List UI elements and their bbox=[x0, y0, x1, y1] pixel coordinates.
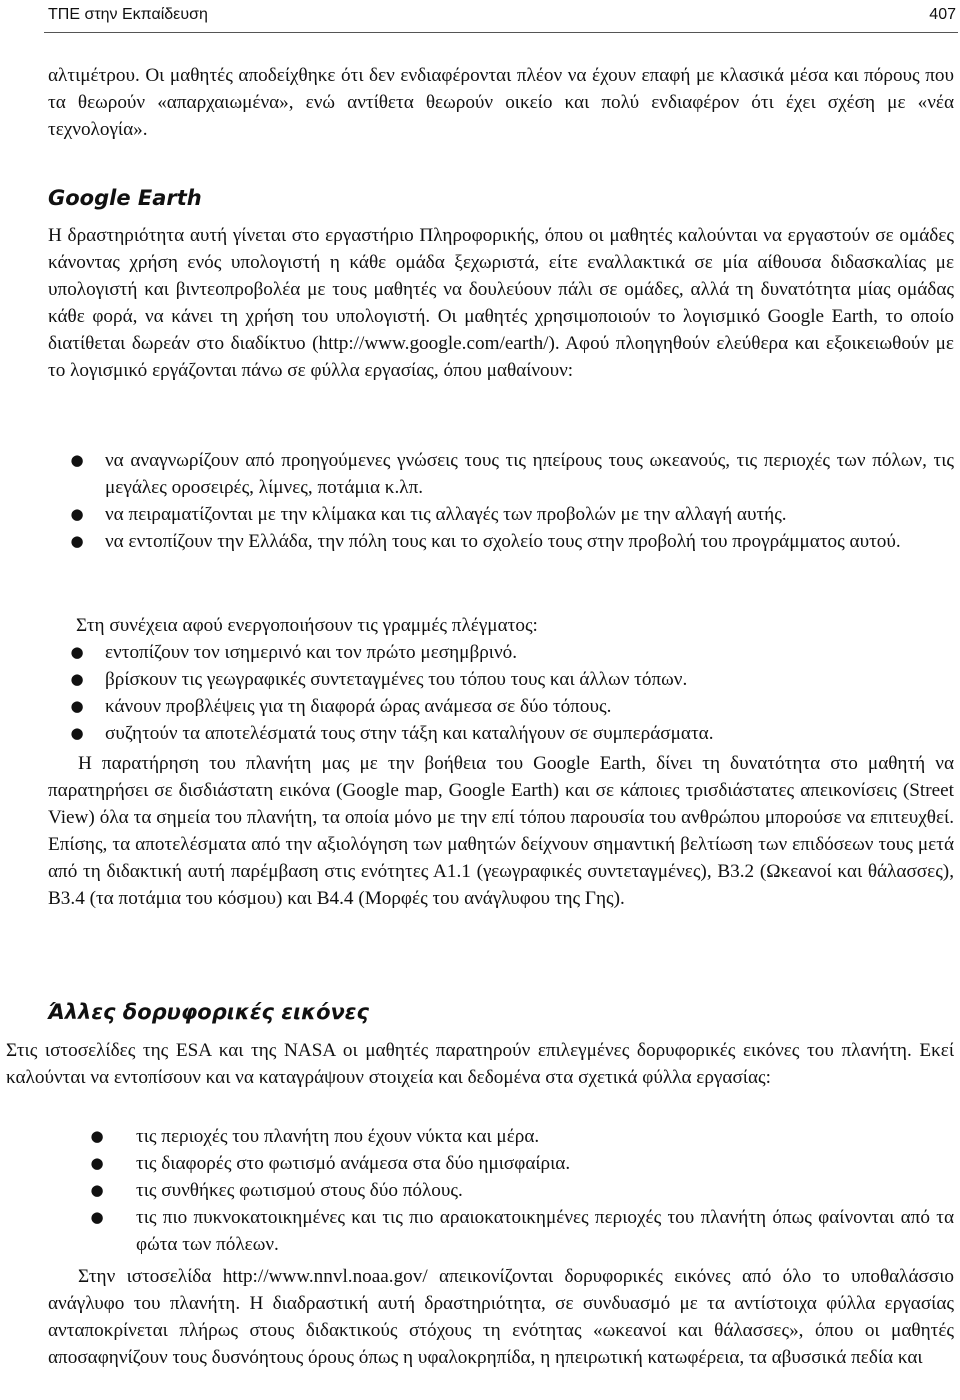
list-item bbox=[48, 666, 954, 693]
list-item bbox=[48, 447, 954, 501]
bullet-icon: ● bbox=[70, 724, 84, 742]
header-title: ΤΠΕ στην Εκπαίδευση bbox=[48, 6, 208, 23]
bullet-icon: ● bbox=[90, 1154, 104, 1172]
bullet-icon: ● bbox=[70, 643, 84, 661]
running-header bbox=[48, 4, 956, 26]
list-item-text: κάνουν προβλέψεις για τη διαφορά ώρας ανάμεσα σε δύο τόπους. bbox=[105, 696, 612, 717]
list-item-text: εντοπίζουν τον ισημερινό και τον πρώτο μεσημβρινό. bbox=[105, 642, 518, 663]
list-item-text: τις συνθήκες φωτισμού στους δύο πόλους. bbox=[136, 1180, 463, 1201]
continuation-line: Στη συνέχεια αφού ενεργοποιήσουν τις γραμμές πλέγματος: bbox=[76, 615, 538, 636]
list-item bbox=[48, 693, 954, 720]
list-item bbox=[48, 501, 954, 528]
section-heading-satellite-images: Άλλες δορυφορικές εικόνες bbox=[48, 1000, 369, 1024]
list-item-text: βρίσκουν τις γεωγραφικές συντεταγμένες του τόπου τους και άλλων τόπων. bbox=[105, 669, 688, 690]
bullet-list-satellite-tasks bbox=[48, 1123, 954, 1258]
satellite-paragraph-text: Στις ιστοσελίδες της ESA και της NASA οι μαθητές παρατηρούν επιλεγμένες δορυφορικές εικόνες του πλανήτη. Εκεί καλούνται να εντοπίσουν και να καταγράψουν στοιχεία και δεδομένα στα σχετικά φύλλα εργασίας: bbox=[6, 1040, 954, 1088]
google-earth-paragraph: Η δραστηριότητα αυτή γίνεται στο εργαστήριο Πληροφορικής, όπου οι μαθητές καλούνται να εργαστούν σε ομάδες κάνοντας χρήση ενός υπολογιστή η κάθε ομάδα ξεχωριστά, είτε εναλλακτικά σε μία αίθουσα διδασκαλίας με υπολογιστή και βιντεοπροβολέα με τους μαθητές να δουλεύουν πάλι σε ομάδες, αλλά τη δυνατότητα μίας ομάδας κάθε φορά, να κάνει τη χρήση του υπολογιστή. Οι μαθητές χρησιμοποιούν το λογισμικό Google Earth, το οποίο διατίθεται δωρεάν στο διαδίκτυο (http://www.google.com/earth/). Αφού πλοηγηθούν ελεύθερα και εξοικειωθούν με το λογισμικό εργάζονται πάνω σε φύλλα εργασίας, όπου μαθαίνουν: bbox=[48, 225, 954, 381]
bullet-list-grid-tasks bbox=[48, 639, 954, 747]
list-item-text: συζητούν τα αποτελέσματά τους στην τάξη και καταλήγουν σε συμπεράσματα. bbox=[105, 723, 714, 744]
list-item bbox=[48, 1204, 954, 1258]
bullet-list-learning-goals bbox=[48, 447, 954, 555]
list-item bbox=[48, 639, 954, 666]
bullet-icon: ● bbox=[90, 1181, 104, 1199]
list-item-text: να αναγνωρίζουν από προηγούμενες γνώσεις τους τις ηπείρους τους ωκεανούς, τις περιοχές των πόλων, τις μεγάλες οροσειρές, λίμνες, ποτάμια κ.λπ. bbox=[105, 450, 954, 498]
bullet-icon: ● bbox=[70, 532, 84, 550]
bullet-icon: ● bbox=[70, 670, 84, 688]
satellite-closing-paragraph: Στην ιστοσελίδα http://www.nnvl.noaa.gov/ απεικονίζονται δορυφορικές εικόνες από όλο το υποθαλάσσιο ανάγλυφο του πλανήτη. Η διαδραστική αυτή δραστηριότητα, σε συνδυασμό με τα αντίστοιχα φύλλα εργασίας ανταποκρίνεται πλήρως στους διδακτικούς στόχους τη ενότητας «ωκεανοί και θάλασσες», όπου οι μαθητές αποσαφηνίζουν τους δυσνόητους όρους όπως η υφαλοκρηπίδα, η ηπειρωτική κατωφέρεια, τα αβυσσικά πεδία και bbox=[48, 1266, 954, 1368]
list-item bbox=[48, 1150, 954, 1177]
page-number: 407 bbox=[929, 6, 956, 23]
list-item bbox=[48, 1177, 954, 1204]
list-item bbox=[48, 528, 954, 555]
header-divider bbox=[44, 32, 958, 33]
google-earth-closing-paragraph: Η παρατήρηση του πλανήτη μας με την βοήθεια του Google Earth, δίνει τη δυνατότητα στο μαθητή να παρατηρήσει σε δισδιάστατη εικόνα (Google map, Google Earth) και σε κάποιες τρισδιάστατες απεικονίσεις (Street View) όλα τα σημεία του πλανήτη, τα οποία μόνο με την επί τόπου παρουσία του ανθρώπου μπορούσε να επιτευχθεί. Επίσης, τα αποτελέσματα από την αξιολόγηση των μαθητών δείχνουν σημαντική βελτίωση των επιδόσεων τους μετά από τη διδακτική αυτή παρέμβαση στις ενότητες Α1.1 (γεωγραφικές συντεταγμένες), Β3.2 (Ωκεανοί και θάλασσες), Β3.4 (τα ποτάμια του κόσμου) και Β4.4 (Μορφές του ανάγλυφου της Γης). bbox=[48, 753, 954, 909]
list-item bbox=[48, 1123, 954, 1150]
list-item-text: τις πιο πυκνοκατοικημένες και τις πιο αραιοκατοικημένες περιοχές του πλανήτη όπως φαίνονται από τα φώτα των πόλεων. bbox=[136, 1207, 954, 1255]
intro-paragraph: αλτιμέτρου. Οι μαθητές αποδείχθηκε ότι δεν ενδιαφέρονται πλέον να έχουν επαφή με κλασικά μέσα και πόρους που τα θεωρούν «απαρχαιωμένα», ενώ αντίθετα θεωρούν οικείο και πολύ ενδιαφέρον ότι έχει σχέση με «νέα τεχνολογία». bbox=[48, 65, 954, 140]
bullet-icon: ● bbox=[70, 697, 84, 715]
list-item-text: τις περιοχές του πλανήτη που έχουν νύκτα και μέρα. bbox=[136, 1126, 540, 1147]
bullet-icon: ● bbox=[70, 451, 84, 469]
bullet-icon: ● bbox=[90, 1208, 104, 1226]
list-item-text: να πειραματίζονται με την κλίμακα και τις αλλαγές των προβολών με την αλλαγή αυτής. bbox=[105, 504, 787, 525]
satellite-paragraph bbox=[6, 1037, 954, 1091]
list-item bbox=[48, 720, 954, 747]
list-item-text: να εντοπίζουν την Ελλάδα, την πόλη τους και το σχολείο τους στην προβολή του προγράμματος αυτού. bbox=[105, 531, 901, 552]
section-heading-google-earth: Google Earth bbox=[48, 186, 202, 210]
list-item-text: τις διαφορές στο φωτισμό ανάμεσα στα δύο ημισφαίρια. bbox=[136, 1153, 571, 1174]
bullet-icon: ● bbox=[70, 505, 84, 523]
bullet-icon: ● bbox=[90, 1127, 104, 1145]
